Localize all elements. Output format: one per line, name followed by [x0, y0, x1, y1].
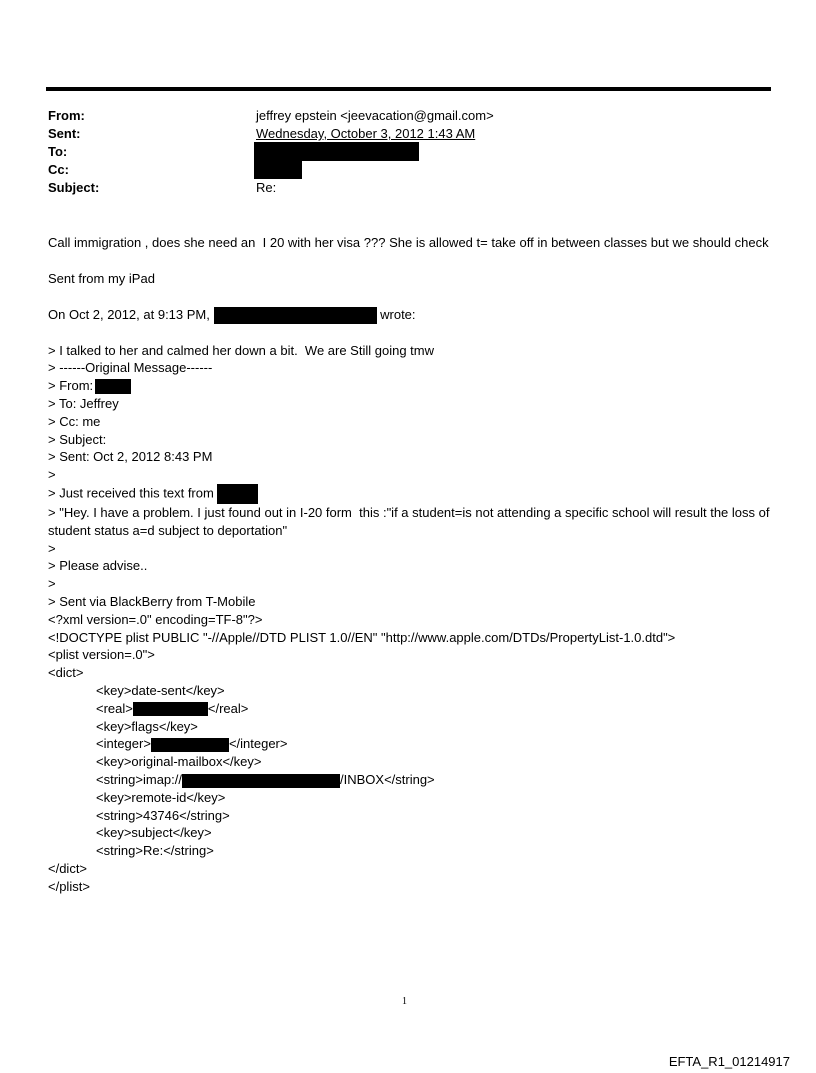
- xml-line: <key>remote-id</key>: [96, 789, 226, 805]
- quoted-line: > To: Jeffrey: [48, 396, 119, 412]
- quoted-line: > I talked to her and calmed her down a bit. We are Still going tmw: [48, 342, 434, 358]
- to-label: To:: [48, 144, 68, 159]
- from-value: jeffrey epstein <jeevacation@gmail.com>: [256, 108, 494, 123]
- signature: Sent from my iPad: [48, 270, 155, 286]
- page-number: 1: [402, 996, 407, 1007]
- text-sender-redaction: [217, 484, 258, 504]
- quoted-line: [48, 377, 773, 395]
- sender-redaction: [214, 307, 377, 324]
- quote-intro-prefix: On Oct 2, 2012, at 9:13 PM,: [48, 306, 210, 322]
- subject-label: Subject:: [48, 180, 100, 195]
- xml-line: </plist>: [48, 878, 90, 894]
- xml-line: [48, 735, 773, 753]
- quoted-from-label: > From:: [48, 378, 94, 394]
- xml-line: [48, 771, 773, 789]
- xml-line: <key>subject</key>: [96, 825, 212, 841]
- xml-line: <dict>: [48, 665, 84, 681]
- xml-line: <string>Re:</string>: [96, 843, 214, 859]
- quoted-line: > "Hey. I have a problem. I just found out in I-20 form this :"if a student=is not attending a specific school will result the loss of student status a=d subject to deportation": [48, 505, 774, 538]
- xml-text: <integer>: [96, 736, 151, 752]
- quoted-line: >: [48, 576, 56, 592]
- quoted-from-redaction: [95, 379, 131, 394]
- xml-line: <?xml version=.0" encoding=TF-8"?>: [48, 611, 263, 627]
- quoted-line: > Please advise..: [48, 558, 148, 574]
- xml-line: <plist version=.0">: [48, 647, 155, 663]
- xml-text: <real>: [96, 700, 133, 716]
- xml-line: <key>flags</key>: [96, 718, 198, 734]
- quoted-line: > Cc: me: [48, 413, 101, 429]
- xml-text: </integer>: [228, 736, 288, 752]
- xml-line: [48, 700, 773, 718]
- date-redaction: [133, 702, 208, 716]
- cc-label: Cc:: [48, 162, 69, 177]
- quoted-line: >: [48, 540, 56, 556]
- subject-value: Re:: [256, 180, 277, 195]
- quoted-line: > Sent via BlackBerry from T-Mobile: [48, 594, 256, 610]
- body-text: Call immigration , does she need an I 20 with her visa ??? She is allowed t= take off in between classes but we should check: [48, 235, 769, 250]
- quote-intro-suffix: wrote:: [380, 306, 416, 322]
- cc-redaction: [254, 161, 302, 179]
- xml-text: <string>imap://: [96, 771, 182, 787]
- quote-intro: [48, 306, 773, 324]
- xml-line: <string>43746</string>: [96, 807, 230, 823]
- message-body: [48, 234, 773, 896]
- xml-text: </real>: [207, 700, 249, 716]
- xml-line: <key>original-mailbox</key>: [96, 754, 262, 770]
- quoted-line: > Sent: Oct 2, 2012 8:43 PM: [48, 449, 213, 465]
- xml-line: </dict>: [48, 860, 88, 876]
- header-rule: [46, 87, 771, 91]
- from-label: From:: [48, 108, 85, 123]
- mailbox-redaction: [182, 774, 340, 788]
- xml-line: <key>date-sent</key>: [96, 683, 225, 698]
- sent-label: Sent:: [48, 126, 81, 141]
- quoted-line: > Subject:: [48, 431, 107, 447]
- xml-line: <!DOCTYPE plist PUBLIC "-//Apple//DTD PLIST 1.0//EN" "http://www.apple.com/DTDs/PropertyList-1.0.dtd">: [48, 629, 676, 645]
- quoted-line: >: [48, 467, 56, 483]
- xml-text: /INBOX</string>: [340, 771, 435, 787]
- sent-value: Wednesday, October 3, 2012 1:43 AM: [256, 126, 476, 141]
- quoted-line: > ------Original Message------: [48, 360, 213, 376]
- to-redaction: [254, 142, 419, 161]
- flags-redaction: [151, 738, 229, 752]
- quoted-text: > Just received this text from: [48, 485, 214, 501]
- quoted-line: [48, 484, 773, 504]
- bates-number: EFTA_R1_01214917: [668, 1054, 790, 1069]
